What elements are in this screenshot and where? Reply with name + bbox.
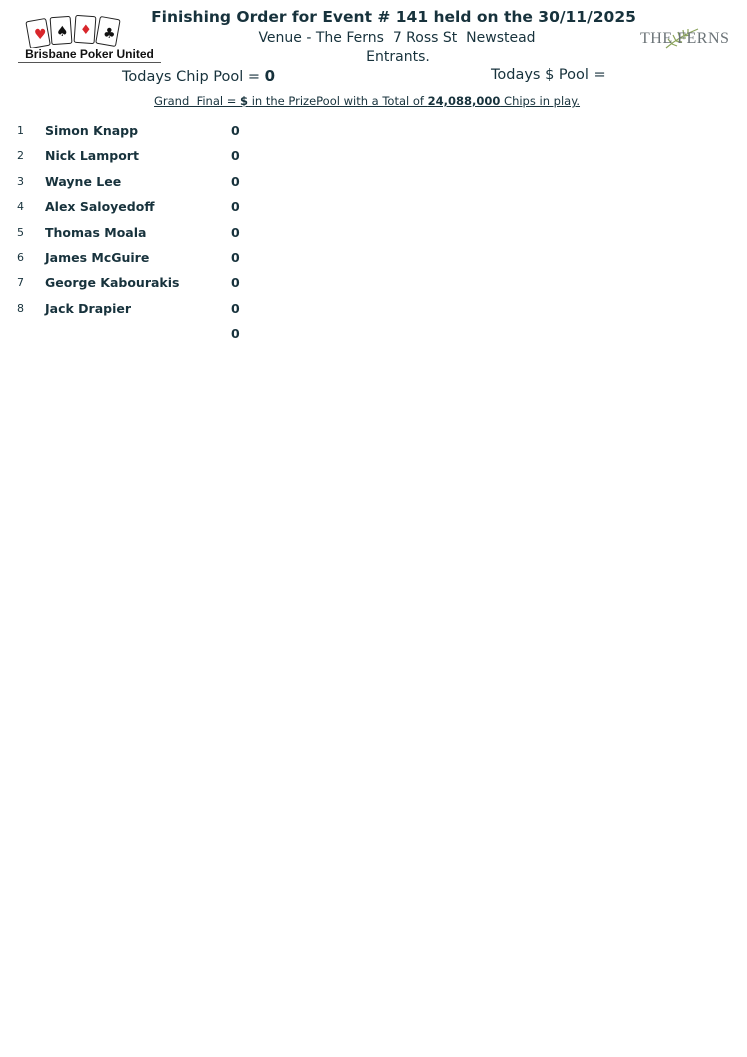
svg-text:♦: ♦ bbox=[80, 23, 92, 38]
page-title: Finishing Order for Event # 141 held on the 30/11/2025 bbox=[151, 8, 636, 26]
result-position: 4 bbox=[17, 200, 24, 213]
player-chips: 0 bbox=[231, 225, 240, 240]
entrants-line: Entrants. bbox=[366, 49, 430, 65]
chip-pool bbox=[122, 67, 275, 85]
result-row bbox=[0, 247, 300, 269]
player-chips: 0 bbox=[231, 275, 240, 290]
result-position: 1 bbox=[17, 124, 24, 137]
dollar-pool-label: Todays $ Pool = bbox=[491, 67, 606, 83]
grand-final-chips: 24,088,000 bbox=[427, 94, 501, 108]
player-name: Nick Lamport bbox=[45, 148, 139, 163]
svg-text:♣: ♣ bbox=[103, 26, 116, 42]
svg-text:♠: ♠ bbox=[56, 24, 69, 40]
player-chips: 0 bbox=[231, 250, 240, 265]
result-position: 7 bbox=[17, 276, 24, 289]
player-name: Thomas Moala bbox=[45, 225, 147, 240]
brand-logo-text: Brisbane Poker United bbox=[18, 47, 161, 63]
venue-line: Venue - The Ferns 7 Ross St Newstead bbox=[258, 30, 536, 46]
grand-final-dollar: $ bbox=[240, 94, 249, 108]
chip-pool-label: Todays Chip Pool = bbox=[122, 69, 265, 85]
result-position: 3 bbox=[17, 175, 24, 188]
player-chips: 0 bbox=[231, 123, 240, 138]
result-row bbox=[0, 196, 300, 218]
result-row bbox=[0, 222, 300, 244]
result-position: 8 bbox=[17, 302, 24, 315]
svg-text:♥: ♥ bbox=[34, 27, 47, 43]
grand-final-middle: in the PrizePool with a Total of bbox=[248, 94, 428, 108]
venue-logo-text: THE FERNS bbox=[640, 30, 730, 47]
grand-final-line bbox=[154, 94, 580, 108]
result-row bbox=[0, 298, 300, 320]
result-row bbox=[0, 171, 300, 193]
result-row bbox=[0, 120, 300, 142]
grand-final-suffix: Chips in play. bbox=[500, 94, 581, 108]
chip-pool-value: 0 bbox=[264, 67, 276, 85]
result-position: 5 bbox=[17, 226, 24, 239]
player-name: Jack Drapier bbox=[45, 301, 132, 316]
player-chips: 0 bbox=[231, 148, 240, 163]
grand-final-prefix: Grand Final = bbox=[154, 94, 241, 108]
player-name: George Kabourakis bbox=[45, 275, 180, 290]
player-chips: 0 bbox=[231, 301, 240, 316]
player-name: James McGuire bbox=[45, 250, 150, 265]
result-position: 6 bbox=[17, 251, 24, 264]
result-position: 2 bbox=[17, 149, 24, 162]
player-name: Alex Saloyedoff bbox=[45, 199, 155, 214]
result-row bbox=[0, 272, 300, 294]
total-chips: 0 bbox=[231, 326, 240, 341]
player-chips: 0 bbox=[231, 199, 240, 214]
dollar-pool bbox=[491, 67, 606, 83]
result-row bbox=[0, 145, 300, 167]
player-chips: 0 bbox=[231, 174, 240, 189]
player-name: Simon Knapp bbox=[45, 123, 139, 138]
player-name: Wayne Lee bbox=[45, 174, 122, 189]
